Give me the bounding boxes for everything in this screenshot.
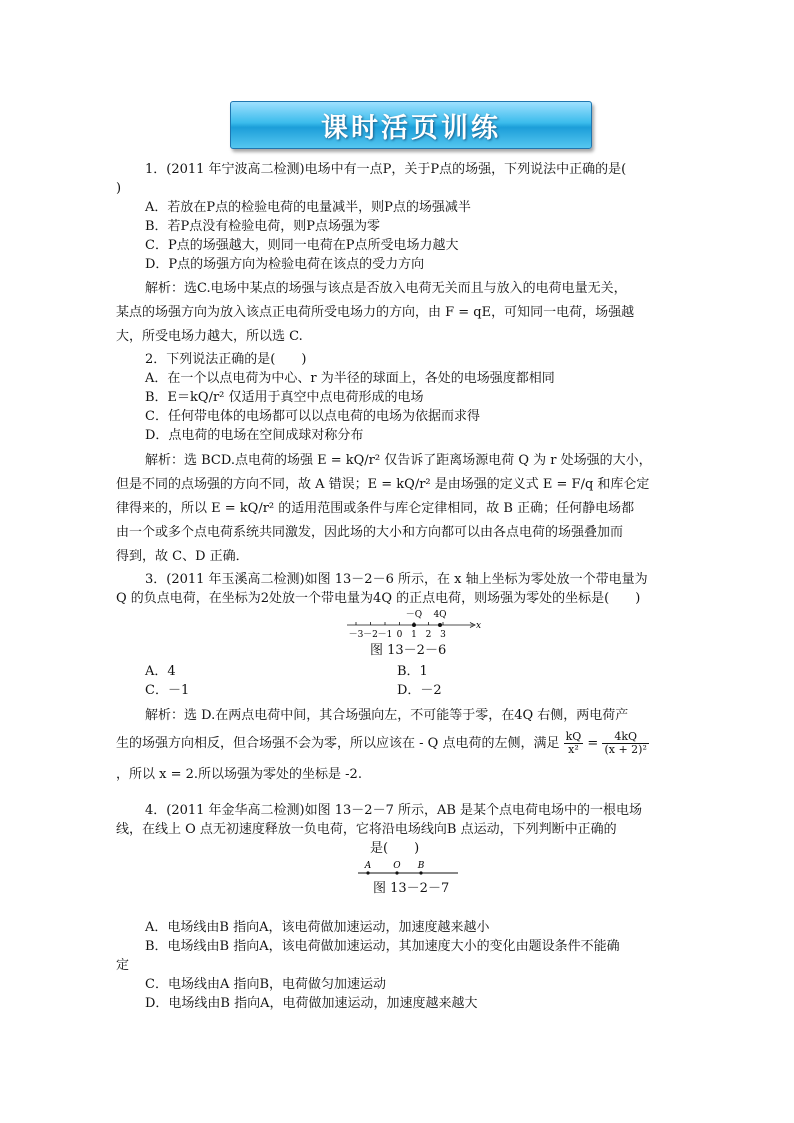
q2-analysis: 由一个或多个点电荷系统共同激发，因此场的大小和方向都可以由各点电荷的场强叠加而 bbox=[116, 525, 624, 540]
q3-option-d: D．－2 bbox=[397, 683, 442, 698]
banner-title: 课时活页训练 bbox=[321, 112, 501, 144]
point-dot bbox=[366, 871, 369, 874]
point-dot bbox=[419, 871, 422, 874]
figure-caption: 图 13－2－7 bbox=[373, 881, 450, 896]
q1-analysis: 解析：选C.电场中某点的场强与该点是否放入电荷无关而且与放入的电荷电量无关， bbox=[145, 281, 627, 296]
q4-option-d: D．电场线由B 指向A，电荷做加速运动，加速度越来越大 bbox=[145, 996, 478, 1011]
fraction-numerator: 4kQ bbox=[602, 731, 648, 744]
fraction bbox=[602, 731, 648, 756]
q2-option-b: B．E＝kQ/r² 仅适用于真空中点电荷形成的电场 bbox=[145, 390, 424, 405]
fraction-denominator: x² bbox=[568, 743, 579, 756]
figure-caption: 图 13－2－6 bbox=[370, 643, 447, 658]
q3-analysis: 解析：选 D.在两点电荷中间，其合场强向左，不可能等于零，在4Q 右侧，两电荷产 bbox=[145, 708, 629, 723]
q3-stem: 3．(2011 年玉溪高二检测)如图 13－2－6 所示，在 x 轴上坐标为零处放一个带电量为 bbox=[145, 572, 648, 587]
q4-stem: 是( ) bbox=[370, 841, 420, 856]
fraction-denominator: (x + 2)² bbox=[604, 743, 647, 756]
q1-stem: 1．(2011 年宁波高二检测)电场中有一点P，关于P点的场强，下列说法中正确的是( bbox=[145, 162, 627, 177]
q2-option-d: D．点电荷的电场在空间成球对称分布 bbox=[145, 428, 364, 443]
page-banner bbox=[230, 101, 592, 149]
q3-option-a: A．4 bbox=[145, 664, 176, 679]
q1-option-a: A．若放在P点的检验电荷的电量减半，则P点的场强减半 bbox=[145, 200, 471, 215]
tick-label: －2 bbox=[363, 630, 378, 640]
q1-analysis: 某点的场强方向为放入该点正电荷所受电场力的方向，由 F = qE，可知同一电荷，场强越 bbox=[116, 305, 635, 320]
q3-analysis-text: 生的场强方向相反，但合场强不会为零，所以应该在 - Q 点电荷的左侧，满足 bbox=[116, 736, 560, 751]
tick-label: －3 bbox=[348, 630, 364, 640]
point-label: B bbox=[417, 861, 425, 871]
q4-stem: 线，在线上 O 点无初速度释放一负电荷，它将沿电场线向B 点运动，下列判断中正确的 bbox=[116, 822, 617, 837]
q1-analysis: 大，所受电场力越大，所以选 C. bbox=[116, 329, 303, 344]
q3-analysis bbox=[116, 731, 649, 756]
q2-analysis: 解析：选 BCD.点电荷的场强 E = kQ/r² 仅告诉了距离场源电荷 Q 为 r 处场强的大小， bbox=[145, 453, 652, 468]
point-label: O bbox=[393, 861, 401, 871]
tick-label: 3 bbox=[440, 630, 446, 640]
q3-option-b: B．1 bbox=[397, 664, 428, 679]
point-label: A bbox=[364, 861, 372, 871]
q1-option-b: B．若P点没有检验电荷，则P点场强为零 bbox=[145, 219, 381, 234]
tick-label: 2 bbox=[425, 630, 432, 640]
figure-13-2-6 bbox=[345, 606, 480, 642]
tick-label: 0 bbox=[396, 630, 403, 640]
q3-stem: Q 的负点电荷，在坐标为2处放一个带电量为4Q 的正点电荷，则场强为零处的坐标是( ) bbox=[116, 591, 641, 606]
q4-stem: 4．(2011 年金华高二检测)如图 13－2－7 所示，AB 是某个点电荷电场中的一根电场 bbox=[145, 803, 643, 818]
negative-charge-dot bbox=[412, 623, 416, 627]
equals-sign: = bbox=[587, 736, 599, 751]
charge-label: －Q bbox=[405, 610, 423, 620]
q1-option-d: D．P点的场强方向为检验电荷在该点的受力方向 bbox=[145, 257, 425, 272]
q1-option-c: C．P点的场强越大，则同一电荷在P点所受电场力越大 bbox=[145, 238, 459, 253]
fraction bbox=[564, 731, 584, 756]
q2-stem: 2．下列说法正确的是( ) bbox=[145, 352, 307, 367]
q2-option-c: C．任何带电体的电场都可以以点电荷的电场为依据而求得 bbox=[145, 409, 480, 424]
q4-option-c: C．电场线由A 指向B，电荷做匀加速运动 bbox=[145, 977, 387, 992]
fraction-numerator: kQ bbox=[565, 730, 582, 743]
positive-charge-dot bbox=[438, 623, 442, 627]
q4-option-a: A．电场线由B 指向A，该电荷做加速运动，加速度越来越小 bbox=[145, 920, 490, 935]
tick-label: －1 bbox=[377, 630, 393, 640]
q4-option-b-cont: 定 bbox=[116, 958, 130, 973]
q2-analysis: 但是不同的点场强的方向不同，故 A 错误；E = kQ/r² 是由场强的定义式 E = F/q 和库仑定 bbox=[116, 477, 650, 492]
figure-13-2-7 bbox=[358, 858, 463, 880]
q2-analysis: 得到，故 C、D 正确． bbox=[116, 549, 249, 564]
axis-label: x bbox=[476, 621, 482, 631]
q3-option-c: C．－1 bbox=[145, 683, 190, 698]
q3-analysis: ，所以 x = 2.所以场强为零处的坐标是 -2. bbox=[116, 767, 362, 782]
q2-analysis: 律得来的，所以 E = kQ/r² 的适用范围或条件与库仑定律相同，故 B 正确；任何静电场都 bbox=[116, 501, 635, 516]
point-dot bbox=[395, 871, 398, 874]
tick-label: 1 bbox=[411, 630, 417, 640]
charge-label: 4Q bbox=[433, 610, 447, 620]
q2-option-a: A．在一个以点电荷为中心、r 为半径的球面上，各处的电场强度都相同 bbox=[145, 371, 555, 386]
q1-stem-end: ) bbox=[116, 181, 122, 196]
q4-option-b: B．电场线由B 指向A，该电荷做加速运动，其加速度大小的变化由题设条件不能确 bbox=[145, 939, 620, 954]
